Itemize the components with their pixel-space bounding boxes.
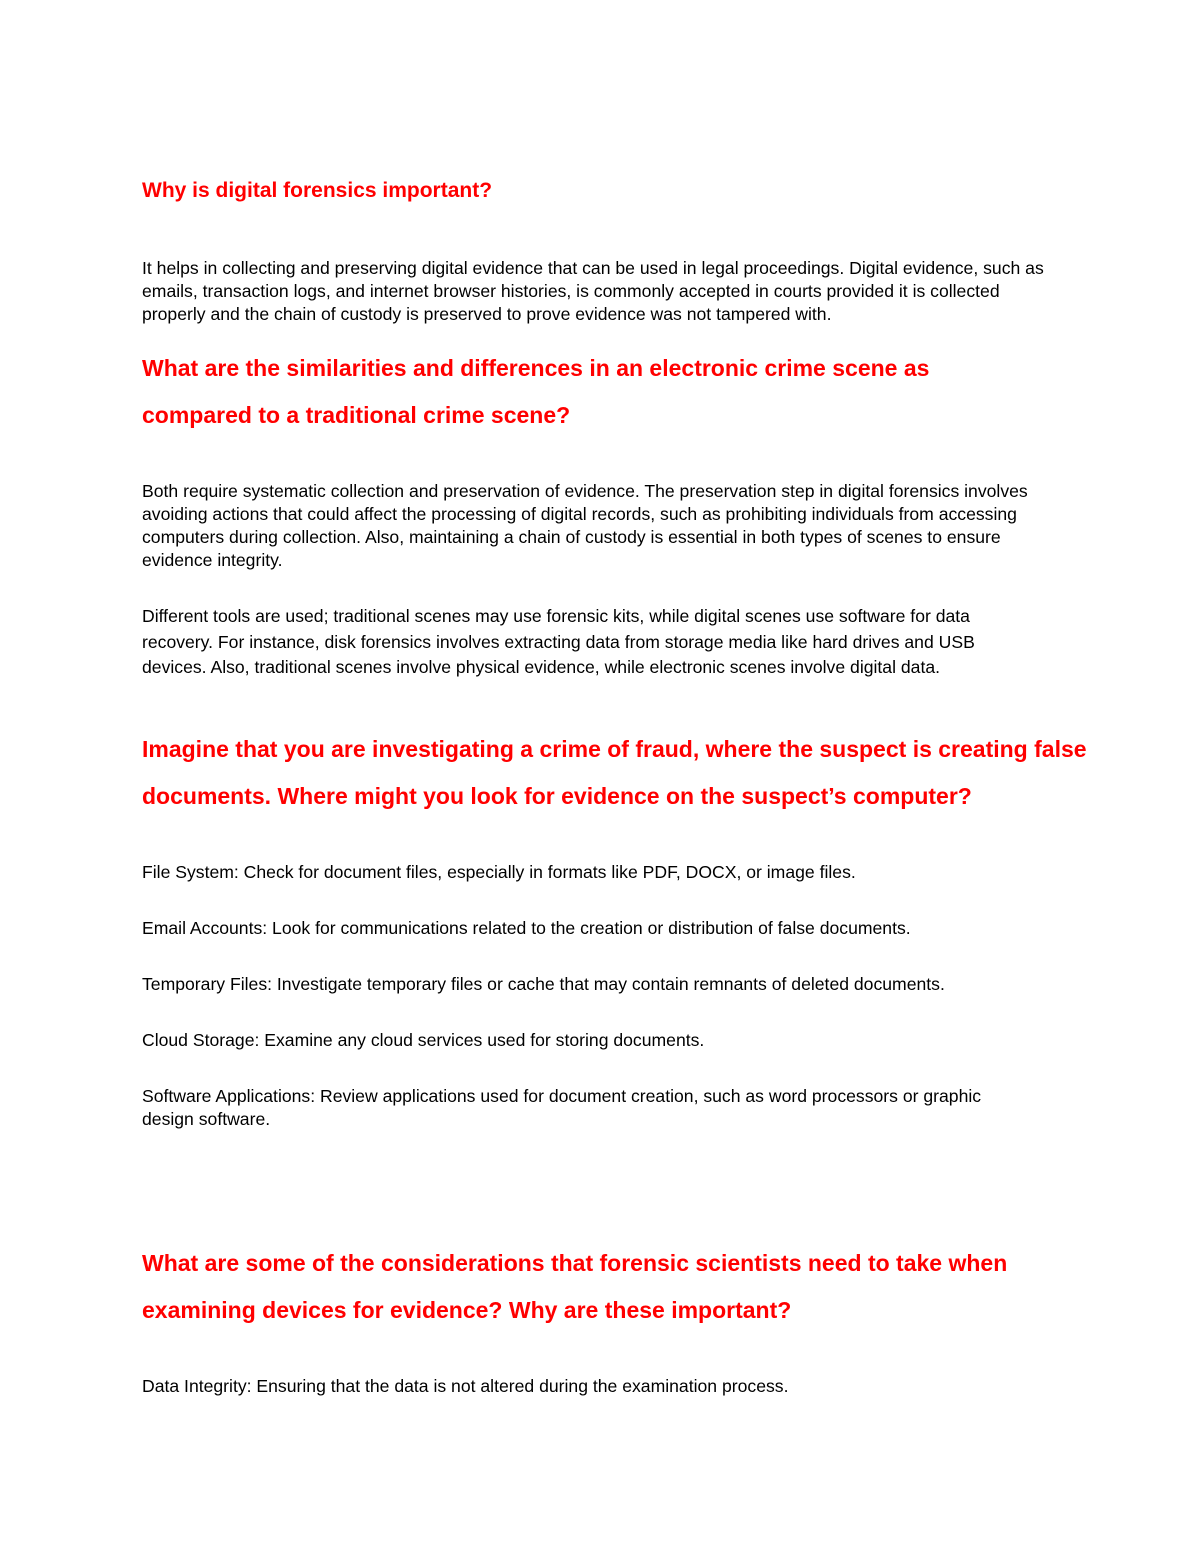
answer-2-paragraph-2: Different tools are used; traditional scenes may use forensic kits, while digital scenes use software for data recovery. For instance, disk forensics involves extracting data from storage media like hard drives and USB devices. Also, traditional scenes involve physical evidence, while electronic scenes involve digital data. — [142, 606, 975, 677]
answer-3-item-temporary-files: Temporary Files: Investigate temporary files or cache that may contain remnants of deleted documents. — [142, 974, 945, 994]
answer-1-paragraph: It helps in collecting and preserving digital evidence that can be used in legal proceedings. Digital evidence, such as emails, transaction logs, and internet browser histories, is commonly accepted in courts provided it is collected properly and the chain of custody is preserved to prove evidence was not tampered with. — [142, 258, 1044, 324]
question-4-heading: What are some of the considerations that forensic scientists need to take when examining devices for evidence? Why are these important? — [142, 1250, 1008, 1323]
question-1-heading: Why is digital forensics important? — [142, 179, 493, 202]
answer-3-item-email-accounts: Email Accounts: Look for communications related to the creation or distribution of false documents. — [142, 918, 911, 938]
answer-3-item-cloud-storage: Cloud Storage: Examine any cloud services used for storing documents. — [142, 1030, 705, 1050]
question-2-heading: What are the similarities and differences in an electronic crime scene as compared to a traditional crime scene? — [142, 355, 930, 428]
answer-4-item-data-integrity: Data Integrity: Ensuring that the data is not altered during the examination process. — [142, 1376, 789, 1396]
question-3-heading: Imagine that you are investigating a crime of fraud, where the suspect is creating false documents. Where might you look for evidence on the suspect’s computer? — [142, 736, 1087, 809]
answer-3-item-file-system: File System: Check for document files, especially in formats like PDF, DOCX, or image files. — [142, 862, 856, 882]
answer-2-paragraph-1: Both require systematic collection and preservation of evidence. The preservation step in digital forensics involves avoiding actions that could affect the processing of digital records, such as prohibiting individuals from accessing computers during collection. Also, maintaining a chain of custody is essential in both types of scenes to ensure evidence integrity. — [142, 481, 1028, 570]
answer-3-item-software-applications: Software Applications: Review applications used for document creation, such as word processors or graphic design software. — [142, 1086, 982, 1129]
